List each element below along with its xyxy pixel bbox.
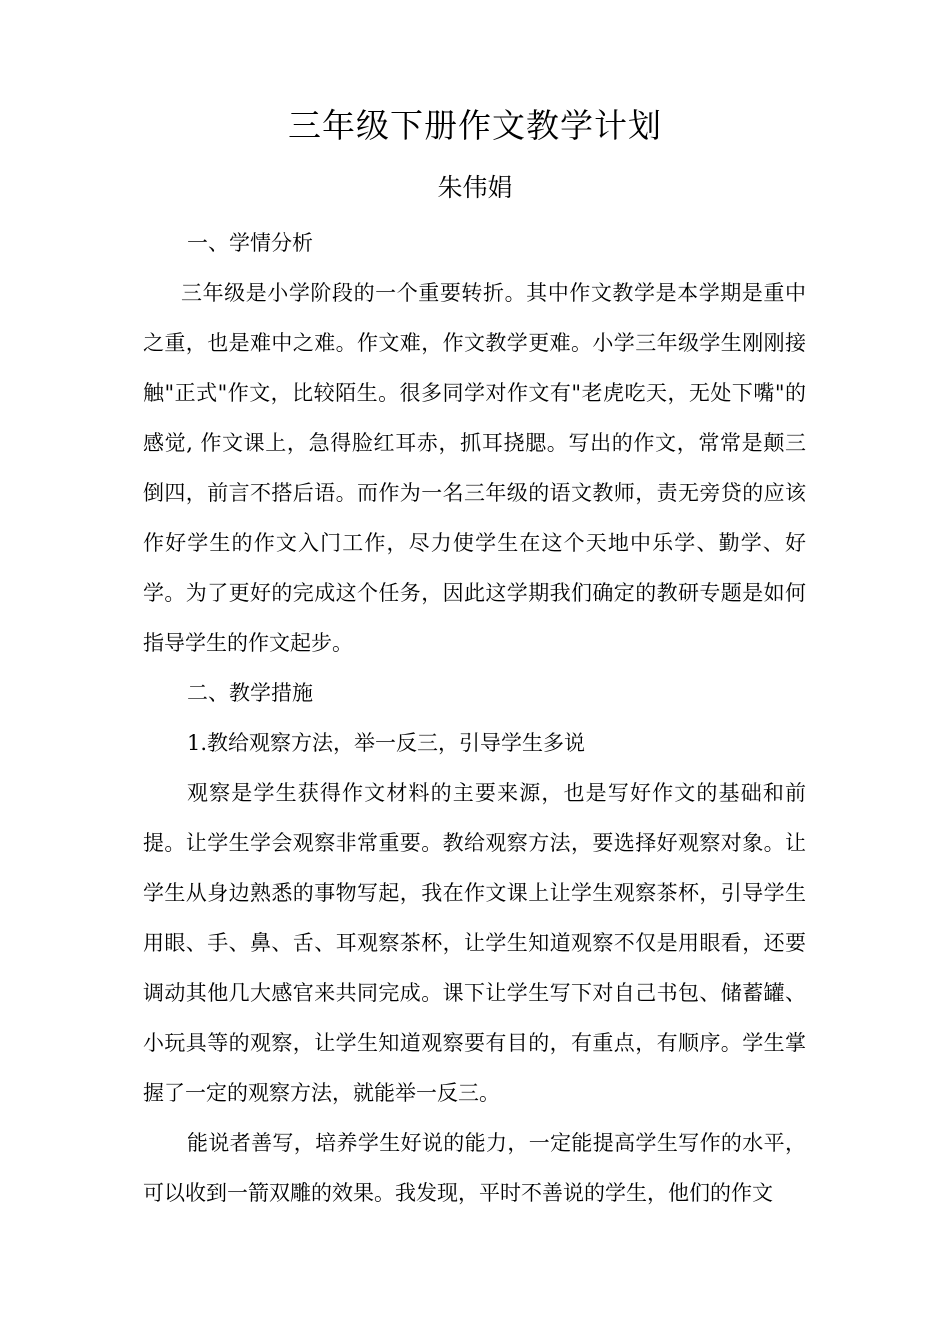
section-heading-analysis: 一、学情分析: [187, 231, 313, 255]
paragraph-observation: 观察是学生获得作文材料的主要来源，也是写好作文的基础和前提。让学生学会观察非常重要。教给观察方法，要选择好观察对象。让学生从身边熟悉的事物写起，我在作文课上让学生观察茶杯，引导学生用眼、手、鼻、舌、耳观察茶杯，让学生知道观察不仅是用眼看，还要调动其他几大感官来共同完成。课下让学生写下对自己书包、储蓄罐、小玩具等的观察，让学生知道观察要有目的，有重点，有顺序。学生掌握了一定的观察方法，就能举一反三。: [143, 781, 806, 1105]
author-name: 朱伟娟: [437, 173, 513, 202]
paragraph-analysis: 三年级是小学阶段的一个重要转折。其中作文教学是本学期是重中之重，也是难中之难。作文难，作文教学更难。小学三年级学生刚刚接触"正式"作文，比较陌生。很多同学对作文有"老虎吃天，无处下嘴"的感觉, 作文课上，急得脸红耳赤，抓耳挠腮。写出的作文，常常是颠三倒四，前言不搭后语。而作为一名三年级的语文教师，责无旁贷的应该作好学生的作文入门工作，尽力使学生在这个天地中乐学、勤学、好学。为了更好的完成这个任务，因此这学期我们确定的教研专题是如何指导学生的作文起步。: [143, 281, 806, 655]
paragraph-speaking: 能说者善写，培养学生好说的能力，一定能提高学生写作的水平，可以收到一箭双雕的效果。我发现，平时不善说的学生，他们的作文: [143, 1131, 806, 1205]
page-title: 三年级下册作文教学计划: [288, 106, 662, 145]
document-body: [143, 218, 806, 1218]
subheading-observation: 1.教给观察方法，举一反三，引导学生多说: [187, 731, 586, 755]
section-heading-measures: 二、教学措施: [187, 681, 313, 705]
